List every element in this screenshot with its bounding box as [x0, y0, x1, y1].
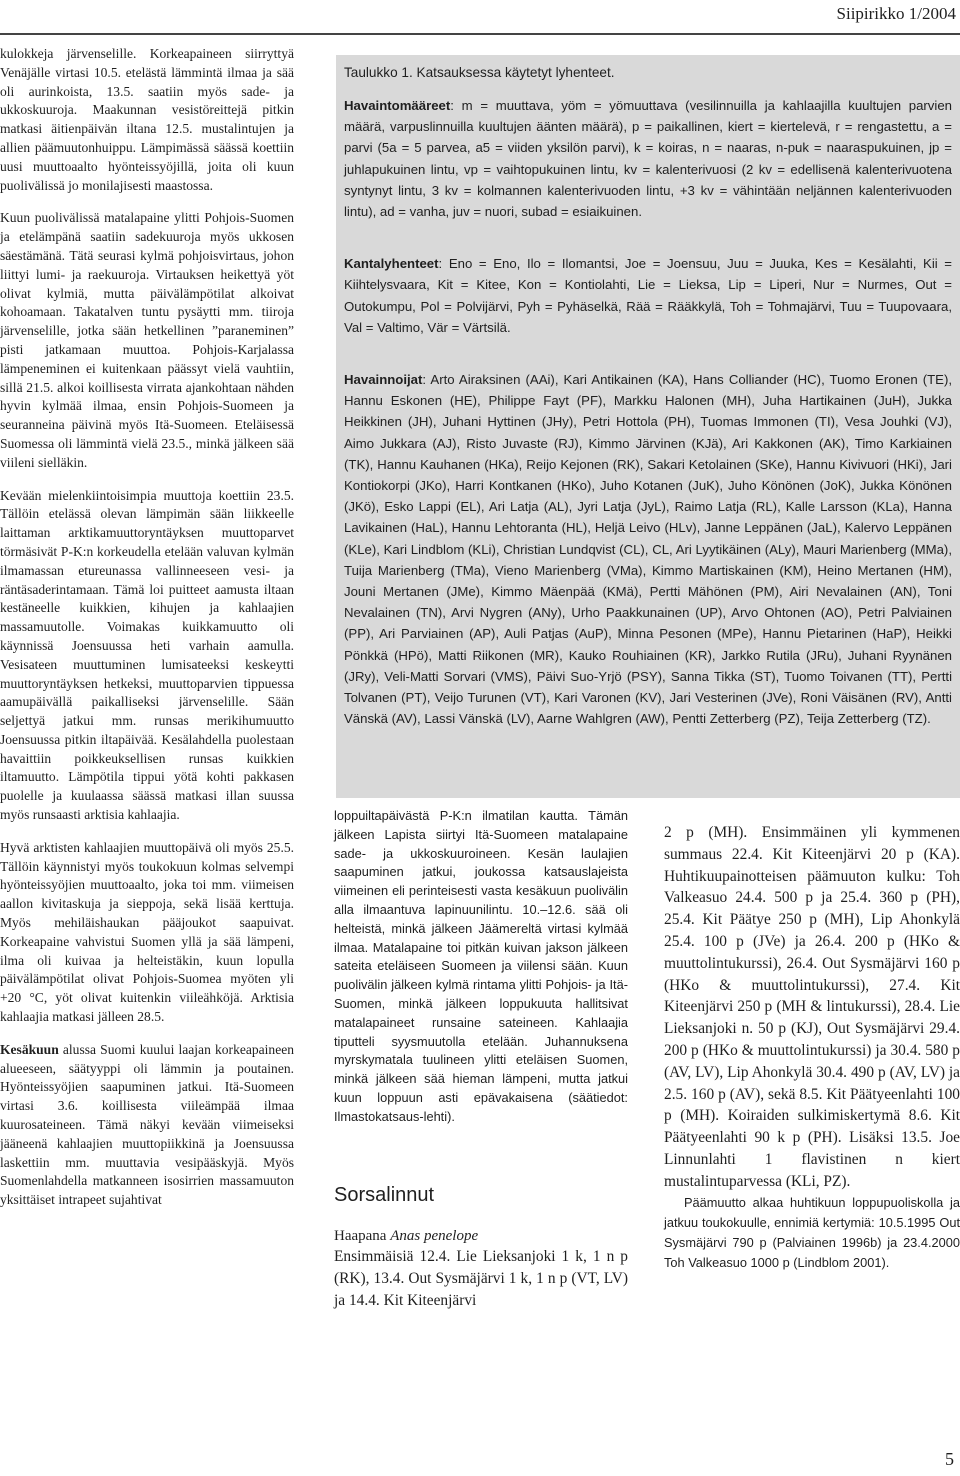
paragraph: Hyvä arktisten kahlaajien muuttopäivä oli myös 25.5. Tällöin käynnistyi myös toukokuun kolmas selvempi hyönteissyöjien muuttoaalto, joka toi mm. viimeisen aallon kivitaskuja ja sieppoja, sekä lisää kerttuja. Myös mehiläishaukan pääjoukot saapuivat. Korkeapaine vahvistui Suomen yllä ja sää lämpeni, ilma oli kuivaa ja helteistäkin, kuun lopulla päivälämpötilat olivat Pohjois-Suomea myöten yli +20 °C, yöt olivat kuitenkin viileähköjä. Arktisia kahlaajia matkasi jälleen 28.5. — [0, 839, 294, 1025]
running-head: Siipirikko 1/2004 — [836, 4, 956, 23]
right-text-column — [664, 822, 960, 1273]
observers-list — [344, 369, 952, 729]
municipality-label: Kantalyhenteet — [344, 256, 439, 272]
municipality-text: : Eno = Eno, Ilo = Ilomantsi, Joe = Joensuu, Juu = Juuka, Kes = Kesälahti, Kii = Kiihtelysvaara, Kit = Kitee, Kon = Kontiolahti, Lie = Lieksa, Lip = Liperi, Nur = Nurmes, Out = Outokumpu, Pol = Polvijärvi, Pyh = Pyhäselkä, Rää = Rääkkylä, Toh = Tohmajärvi, Tuu = Tuupovaara, Val = Valtimo, Vär = Värtsilä. — [344, 256, 952, 335]
observation-terms — [344, 95, 952, 222]
table-title: Taulukko 1. Katsauksessa käytetyt lyhenteet. — [344, 65, 615, 80]
species-entry — [334, 1226, 628, 1311]
paragraph-text: alussa Suomi kuului laajan korkeapaineen alueeseen, säätyyppi oli lämmin ja poutainen. Hyönteissyöjien saapuminen jatkui. Itä-Suomeen virtasi 3.6. koillisesta viileämpää ilmaa kuurosateineen. Tämä näkyi kevään viimeiseksi jääneenä kahlaajien muuttopiikkinä ja Joensuussa laskettiin mm. muuttavia vesipääskyjä. Myös Suomenlahdella matkanneen isosirrien massamuuton yksittäiset intrapeet sujahtivat — [0, 1041, 294, 1208]
middle-text-column — [334, 807, 628, 1127]
bold-lead-word: Kesäkuun — [0, 1041, 59, 1057]
left-text-column — [0, 45, 294, 1210]
paragraph: 2 p (MH). Ensimmäinen yli kymmenen summaus 22.4. Kit Kiteenjärvi 20 p (KA). Huhtikuupainotteisen päämuuton kulku: Toh Valkeasuo 24.4. 500 p ja 25.4. 360 p (PH), 25.4. Kit Päätye 250 p (MH), Lip Ahonkylä 25.4. 100 p (JVe) ja 26.4. 200 p (HKo & muuttolintukurssi), 26.4. Out Sysmäjärvi 160 p (HKo & muuttolintukurssi), 27.4. Kit Kiteenjärvi 250 p (MH & lintukurssi), 28.4. Lie Lieksanjoki n. 50 p (KJ), Out Sysmäjärvi 29.4. 200 p (HKo & muuttolintukurssi) ja 30.4. 580 p (AV, LV), Lip Ahonkylä 30.4. 490 p (AV, LV) ja 2.5. 160 p (AV), sekä 8.5. Kit Päätyeenlahti 100 p (MH). Koiraiden sulkimiskertymä 8.6. Kit Päätyeenlahti 90 k p (PH). Lisäksi 13.5. Joe Linnunlahti 1 flavistinen n kiert mustalintuparvessa (KLi, PZ). — [664, 824, 960, 1190]
species-scientific-name: Anas penelope — [390, 1228, 479, 1244]
observation-terms-text: : m = muuttava, yöm = yömuuttava (vesilinnuilla ja kahlaajilla kuultujen parvien määrä, varpuslinnuilla kuultujen äänten määrä), p = paikallinen, kiert = kiertelevä, r = rengastettu, a = parvi (5a = 5 parvea, a5 = viiden yksilön parvi), k = koiras, n = naaras, n-puk = naaraspukuinen, jp = juhlapukuinen lintu, vp = vaihtopukuinen lintu, kv = kalenterivuosi (2 kv = edellisenä kalenterivuotena syntynyt lintu, 3 kv = kolmannen kalenterivuoden lintu, +3 kv = vähintään neljännen kalenterivuoden lintu), ad = vanha, juv = nuori, subad = esiaikuinen. — [344, 98, 952, 220]
header-divider — [0, 33, 960, 35]
section-title: Sorsalinnut — [334, 1184, 435, 1206]
note-paragraph: Päämuutto alkaa huhtikuun loppupuoliskolla ja jatkuu toukokuulle, ennimiä kertymiä: 10.5.1995 Out Sysmäjärvi 790 p (Palviainen 1996b) ja 23.4.2000 Toh Valkeasuo 1000 p (Lindblom 2001). — [664, 1194, 960, 1271]
species-name: Haapana — [334, 1228, 391, 1244]
observers-label: Havainnoijat — [344, 372, 423, 388]
abbreviations-table-box — [336, 55, 960, 798]
paragraph: Kevään mielenkiintoisimpia muuttoja koettiin 23.5. Tällöin etelässä olevan lämpimän sään liikkeelle laittaman arktikamuuttoryntäyksen muuttoparvet törmäsivät P-K:n korkeudella etelään valuvan kylmän ilmamassan etureunassa vallinneeseen vesi- ja räntäsaderintamaan. Tämä loi puitteet aamusta iltaan kestäneelle kuikkien, kihujen ja kahlaajien massamuutolle. Voimakas kuikkamuutto oli käynnissä Joensuussa heti varhain aamulla. Vesisateen muuttuminen lumisateeksi keskeytti muuttoryntäyksen hetkeksi, muuttoparvien tippuessa aamupäivällä paikalliseksi järvenselille. Sään seljettyä jatkui mm. runsas merikihumuutto Joensuussa pitkin iltapäivää. Kesälahdella puolestaan havaittiin poikkeuksellisen runsas kuikkien iltamuutto. Lämpötila tippui yötä kohti pakkasen puolelle ja kuulaassa säässä matkasi illan suussa myös runsaasti arktisia kahlaajia. — [0, 487, 294, 823]
species-heading — [334, 1226, 628, 1246]
paragraph — [0, 1041, 294, 1210]
observation-terms-label: Havaintomääreet — [344, 98, 451, 113]
paragraph: loppuiltapäivästä P-K:n ilmatilan kautta. Tämän jälkeen Lapista siirtyi Itä-Suomeen matalapaine sade- ja ukkoskuuroineen. Kesän laulajien saapuminen jatkui, joukossa katsauslajeista viimeinen eli perinteisesti vasta kesäkuun puolivälin alla ilmaantuva lapinuunilintu. 10.–12.6. sää oli helteistä, minkä jälkeen Jäämereltä virtasi kylmää ilmaa. Matalapaine toi pitkän kuivan jakson jälkeen sateita eteläiseen Suomeen ja viilensi sään. Kuun puolivälin jälkeen kylmä rintama ylitti Pohjois- ja Itä-Suomen, minkä jälkeen loppukuuta hallitsivat matalapaineet runsaine sateineen. Kahlaajia tiputteli syysmuutolla etelään. Juhannuksena myrskymatala tuulineen ylitti eteläisen Suomen, minkä jälkeen sää hieman lämpeni, mutta jatkui kuun loppuun asti epävakaisena (säätiedot: Ilmastokatsaus-lehti). — [334, 808, 628, 1124]
municipality-abbreviations — [344, 253, 952, 338]
observers-text: : Arto Airaksinen (AAi), Kari Antikainen (KA), Hans Colliander (HC), Tuomo Eronen (TE), Hannu Eskonen (HE), Philippe Fayt (PF), Markku Halonen (MH), Juha Hartikainen (JuH), Jukka Heikkinen (JH), Juhani Hyttinen (JHy), Petri Hottola (PH), Tuomas Immonen (TI), Vesa Jouhki (VJ), Aimo Jukkara (AJ), Risto Juvaste (RJ), Kimmo Järvinen (KJä), Ari Kakkonen (AK), Timo Karkiainen (TK), Hannu Kauhanen (HKa), Reijo Kejonen (RK), Sakari Ketolainen (SKe), Hannu Kivivuori (HKi), Jari Kontiokorpi (JKo), Harri Kontkanen (HKo), Juho Kotanen (JuK), Juho Könönen (JoK), Jukka Könönen (JKö), Esko Lappi (EL), Ari Latja (AL), Jyri Latja (JyL), Raimo Latja (RL), Kalle Larsson (KLa), Hanna Lavikainen (HaL), Hannu Lehtoranta (HL), Heljä Leivo (HLv), Janne Leppänen (JaL), Kalervo Leppänen (KLe), Kari Lindblom (KLi), Christian Lundqvist (CL), CL, Ari Lyytikäinen (ALy), Mauri Marienberg (MMa), Tuija Marienberg (TMa), Vieno Marienberg (VMa), Kimmo Martiskainen (KM), Heino Mertanen (HM), Jouni Mertanen (JMe), Kimmo Mäenpää (KMä), Pertti Mähönen (PM), Airi Nevalainen (AN), Toni Nevalainen (TN), Arvi Nygren (ANy), Urho Paakkunainen (UP), Arvo Ohtonen (AO), Petri Palviainen (PP), Ari Parviainen (AP), Auli Patjas (AuP), Minna Pesonen (MPe), Hannu Pietarinen (HaP), Heikki Pönkkä (HPö), Matti Riikonen (MR), Kauko Rouhiainen (KR), Jarkko Rutila (JRu), Juhani Ryynänen (JRy), Veli-Matti Sorvari (VMS), Päivi Suo-Yrjö (PSY), Sanna Tikka (ST), Tuomo Toivanen (TT), Pertti Tolvanen (PT), Veijo Turunen (VT), Kari Varonen (KV), Jari Vesterinen (JVe), Roni Väisänen (RV), Antti Vänskä (AV), Lassi Vänskä (LV), Aarne Wahlgren (AW), Pentti Zetterberg (PZ), Teija Zetterberg (TZ). — [344, 372, 952, 727]
paragraph: Kuun puolivälissä matalapaine ylitti Pohjois-Suomen ja etelämpänä saatiin sadekuuroja myös ukkosen säestämänä. Tätä seurasi kylmä pohjoisvirtaus, johon liittyi lumi- ja raekuuroja. Virtauksen heikettyä yöt olivat kylmiä, mutta päivälämpötilat alkoivat kohoamaan. Takatalven tuntu pysäytti mm. tiiroja järvenselille, jotka sään hetkellinen ”paraneminen” pisti jatkamaan muuttoa. Pohjois-Karjalassa lämpeneminen ei kuitenkaan päässyt vielä vauhtiin, sillä 21.5. alkoi koillisesta virrata ajankohtaan nähden hyvin kylmää ilmaa, ensin Pohjois-Suomeen ja seuranneina päivinä myös Itä-Suomeen. Eteläisessä Suomessa oli lämmintä vielä 23.5., minkä jälkeen sää viileni sielläkin. — [0, 210, 294, 470]
page-number: 5 — [945, 1449, 954, 1469]
species-text: Ensimmäisiä 12.4. Lie Lieksanjoki 1 k, 1 n p (RK), 13.4. Out Sysmäjärvi 1 k, 1 n p (VT, LV) ja 14.4. Kit Kiteenjärvi — [334, 1248, 628, 1309]
paragraph: kulokkeja järvenselille. Korkeapaineen siirryttyä Venäjälle virtasi 10.5. etelästä lämmintä ilmaa ja sää oli aurinkoista, 13.5. saatiin myös sade- ja ukkoskuuroja. Maakunnan vesistöreittejä pitkin matkasi äitienpäivän iltana 12.5. mustalintujen ja allien päämuutonhuippu. Lämpimässä säässä koettiin uusi muuttoaalto hyönteissyöjillä, joita oli kuun puolivälissä jo monilajisesti maastossa. — [0, 46, 294, 193]
